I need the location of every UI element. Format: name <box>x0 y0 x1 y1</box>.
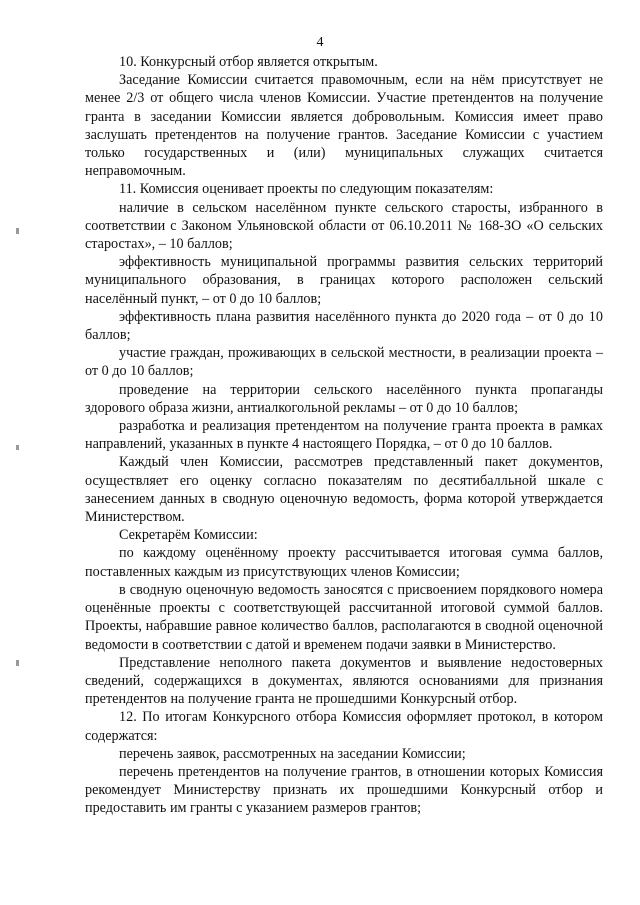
criterion-healthy-lifestyle: проведение на территории сельского населённого пункта пропаганды здорового образа жизни, антиалкогольной рекламы – от 0 до 10 баллов; <box>85 381 603 416</box>
paragraph-10: 10. Конкурсный отбор является открытым. <box>119 54 378 70</box>
protocol-item-applications: перечень заявок, рассмотренных на заседании Комиссии; <box>119 745 466 762</box>
secretary-ranking: в сводную оценочную ведомость заносятся с присвоением порядкового номера оценённые проекты с соответствующей рассчитанной итоговой суммой баллов. Проекты, набравшие равное количество баллов, располагаются в сводной оценочной ведомости в соответствии с датой и временем подачи заявки в Министерство. <box>85 581 603 653</box>
secretary-total-score: по каждому оценённому проекту рассчитывается итоговая сумма баллов, поставленных каждым из присутствующих членов Комиссии; <box>85 545 603 580</box>
paragraph-secretary: Секретарём Комиссии: <box>119 527 258 544</box>
scan-margin-mark <box>16 660 19 666</box>
page-number: 4 <box>316 35 324 50</box>
paragraph-rejection-grounds: Представление неполного пакета документов и выявление недостоверных сведений, содержащихся в документах, являются основаниями для признания претендентов на получение гранта не прошедшими Конкурсный отбор. <box>85 654 603 708</box>
criterion-starosta: наличие в сельском населённом пункте сельского старосты, избранного в соответствии с Законом Ульяновской области от 06.10.2011 № 168-ЗО «О сельских старостах», – 10 баллов; <box>85 199 603 253</box>
criterion-municipal-program: эффективность муниципальной программы развития сельских территорий муниципального образования, в границах которого расположен сельский населённый пункт, – от 0 до 10 баллов; <box>85 254 603 307</box>
criterion-development-plan: эффективность плана развития населённого пункта до 2020 года – от 0 до 10 баллов; <box>85 308 603 344</box>
paragraph-12: 12. По итогам Конкурсного отбора Комиссия оформляет протокол, в котором содержатся: <box>85 709 603 744</box>
paragraph-quorum: Заседание Комиссии считается правомочным, если на нём присутствует не менее 2/3 от общего числа членов Комиссии. Участие претендентов на получение гранта в заседании Комиссии является добровольным. Комиссия имеет право заслушать претендентов на получение грантов. Заседание Комиссии с участием только государственных и (или) муниципальных служащих считается неправомочным. <box>85 72 603 180</box>
criterion-citizen-participation: участие граждан, проживающих в сельской местности, в реализации проекта – от 0 до 10 баллов; <box>85 345 603 380</box>
paragraph-11: 11. Комиссия оценивает проекты по следующим показателям: <box>119 181 494 198</box>
paragraph-member-evaluation: Каждый член Комиссии, рассмотрев представленный пакет документов, осуществляет его оценку согласно показателям по десятибалльной шкале с занесением данных в сводную оценочную ведомость, форма которой утверждается Министерством. <box>85 454 603 526</box>
criterion-project-directions: разработка и реализация претендентом на получение гранта проекта в рамках направлений, указанных в пункте 4 настоящего Порядка, – от 0 до 10 баллов. <box>85 418 603 453</box>
scan-margin-mark <box>16 228 19 234</box>
protocol-item-recommended: перечень претендентов на получение грантов, в отношении которых Комиссия рекомендует Министерству признать их прошедшими Конкурсный отбор и предоставить им гранты с указанием размеров грантов; <box>85 763 603 817</box>
scan-margin-mark <box>16 445 19 450</box>
document-body <box>85 53 603 818</box>
